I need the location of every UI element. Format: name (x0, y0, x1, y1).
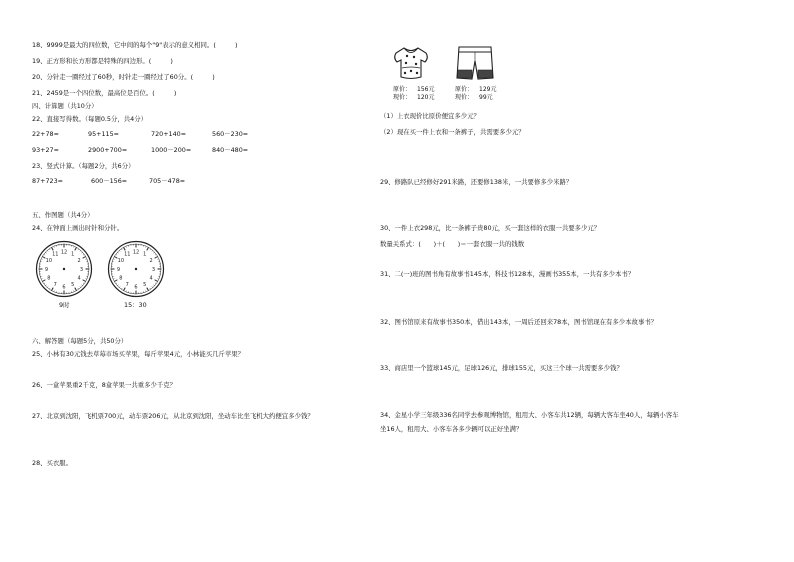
minute-tick (119, 286, 120, 287)
minute-tick (153, 285, 154, 286)
clock-1-label: 9时 (59, 301, 70, 309)
calc-item: 840－480= (212, 146, 249, 154)
question-28-part-2: （2）现在买一件上衣和一条裤子，共需要多少元？ (380, 128, 525, 136)
calc-item: 87+723= (32, 177, 64, 185)
hour-tick (114, 280, 117, 282)
calc-item: 720+140= (151, 130, 187, 138)
hour-tick (42, 280, 45, 282)
clock-face-2[interactable] (107, 240, 165, 298)
question-18: 18、9999是最大的四位数，它中间的每个"9"表示的意义相同。( ) (32, 41, 238, 49)
clock-numeral: 12 (132, 249, 140, 256)
clock-2-label: 15：30 (124, 301, 147, 309)
minute-tick (146, 290, 147, 291)
clock-numeral: 10 (45, 258, 53, 265)
section-4-title: 四、计算题（共10分） (32, 102, 98, 110)
minute-tick (47, 250, 48, 251)
minute-tick (49, 249, 50, 250)
hour-tick (147, 247, 149, 250)
minute-tick (117, 285, 118, 286)
clock-numeral: 9 (116, 266, 121, 273)
question-34-line-2: 坐16人，租用大、小客车各多少辆可以正好坐满？ (380, 425, 523, 433)
minute-tick (113, 259, 114, 260)
section-5-title: 五、作图题（共4分） (32, 211, 94, 219)
minute-tick (45, 285, 46, 286)
hour-tick (83, 257, 86, 259)
question-34-line-1: 34、金星小学三年级336名同学去参观博物馆，租用大、小客车共12辆，每辆大客车坐40人，每辆小客车 (380, 411, 679, 419)
minute-tick (81, 285, 82, 286)
clock-numeral: 2 (77, 258, 81, 265)
question-28-part-1: （1）上衣现价比原价便宜多少元？ (380, 112, 480, 120)
minute-tick (44, 283, 45, 284)
minute-tick (113, 279, 114, 280)
calc-item: 1000－200= (151, 146, 192, 154)
question-19: 19、正方形和长方形都是特殊的四边形。( ) (32, 57, 173, 65)
minute-tick (45, 252, 46, 253)
minute-tick (126, 290, 127, 291)
question-27: 27、北京到沈阳，飞机票700元，动车票206元，从北京到沈阳，坐动车比坐飞机大约便宜多少钱？ (32, 412, 314, 420)
minute-tick (150, 249, 151, 250)
shorts-current-price: 现价： 99元 (455, 94, 493, 101)
minute-tick (80, 250, 81, 251)
minute-tick (157, 259, 158, 260)
minute-tick (155, 283, 156, 284)
clock-numeral: 8 (119, 275, 123, 282)
minute-tick (152, 286, 153, 287)
minute-tick (78, 288, 79, 289)
calc-item: 600－156= (91, 177, 128, 185)
calc-item: 93+27= (32, 146, 59, 154)
question-30: 30、一件上衣298元，比一条裤子贵80元，买一套这样的衣服一共要多少元？ (380, 224, 601, 232)
clock-numeral: 5 (143, 281, 147, 288)
minute-tick (44, 254, 45, 255)
question-21: 21、2459是一个四位数，最高位是百位。( ) (32, 89, 177, 97)
minute-tick (121, 249, 122, 250)
shorts-icon (455, 44, 495, 82)
calc-item: 705－478= (149, 177, 186, 185)
question-28: 28、买衣服。 (32, 459, 73, 467)
clock-numeral: 8 (47, 275, 51, 282)
calc-item: 95+115= (88, 130, 120, 138)
minute-tick (126, 246, 127, 247)
question-33: 33、商店里一个篮球145元，足球126元，排球155元，买这三个球一共需要多少钱？ (380, 364, 623, 372)
hour-tick (52, 288, 54, 291)
clock-numeral: 2 (149, 258, 153, 265)
hour-tick (75, 247, 77, 250)
minute-tick (54, 290, 55, 291)
question-32: 32、图书馆原来有故事书350本，借出143本，一周后还回来78本，图书馆现在有多少本故事书？ (380, 318, 658, 326)
minute-tick (153, 252, 154, 253)
clock-numeral: 3 (151, 266, 156, 273)
minute-tick (78, 249, 79, 250)
clock-numeral: 9 (44, 266, 49, 273)
clock-numeral: 11 (124, 251, 131, 258)
question-30-formula: 数量关系式：( )＋( )＝一套衣服一共的钱数 (380, 240, 525, 248)
clock-numeral: 4 (77, 275, 81, 282)
minute-tick (41, 279, 42, 280)
shorts-original-price: 原价： 129元 (455, 86, 497, 93)
shirt-current-price: 现价： 120元 (393, 94, 435, 101)
hour-tick (155, 280, 158, 282)
minute-tick (157, 279, 158, 280)
clock-numeral: 10 (117, 258, 125, 265)
minute-tick (116, 283, 117, 284)
minute-tick (47, 286, 48, 287)
minute-tick (81, 252, 82, 253)
question-29: 29、修路队已经修好291米路，还要修138米，一共要修多少米路？ (380, 178, 573, 186)
calc-item: 2900+700= (88, 146, 128, 154)
clock-numeral: 11 (52, 251, 59, 258)
shirt-icon (392, 44, 430, 82)
section-6-title: 六、解答题（每题5分，共50分） (32, 337, 128, 345)
question-31: 31、二(一)班的图书角有故事书145本，科技书128本，漫画书355本，一共有多少本书？ (380, 270, 635, 278)
minute-tick (150, 288, 151, 289)
minute-tick (152, 250, 153, 251)
minute-tick (119, 250, 120, 251)
question-23: 23、竖式计算。（每题2分，共6分） (32, 162, 135, 170)
calc-item: 22+78= (32, 130, 59, 138)
clock-numeral: 6 (62, 284, 66, 291)
hour-tick (155, 257, 158, 259)
clock-numeral: 12 (60, 249, 68, 256)
minute-tick (80, 286, 81, 287)
clock-numeral: 4 (149, 275, 153, 282)
question-25: 25、小林有30元钱去草莓市场买苹果，每斤苹果4元，小林能买几斤苹果？ (32, 350, 245, 358)
hour-tick (83, 280, 86, 282)
shirt-original-price: 原价： 156元 (393, 86, 435, 93)
clock-face-1[interactable] (35, 240, 93, 298)
question-22: 22、直接写得数。（每题0.5分，共4分） (32, 115, 148, 123)
question-24: 24、在钟面上画出时针和分针。 (32, 224, 124, 232)
minute-tick (54, 246, 55, 247)
minute-tick (85, 259, 86, 260)
clock-numeral: 7 (125, 281, 129, 288)
hour-tick (75, 288, 77, 291)
minute-tick (41, 259, 42, 260)
minute-tick (83, 254, 84, 255)
question-26: 26、一盒苹果重2千克，8盒苹果一共重多少千克？ (32, 381, 177, 389)
minute-tick (116, 254, 117, 255)
minute-tick (155, 254, 156, 255)
hour-tick (124, 247, 126, 250)
clock-numeral: 1 (143, 251, 147, 258)
calc-item: 560－230= (212, 130, 249, 138)
clock-numeral: 7 (53, 281, 57, 288)
clock-numeral: 6 (134, 284, 138, 291)
minute-tick (83, 283, 84, 284)
minute-tick (146, 246, 147, 247)
minute-tick (85, 279, 86, 280)
minute-tick (74, 290, 75, 291)
clock-numeral: 1 (71, 251, 75, 258)
minute-tick (121, 288, 122, 289)
minute-tick (49, 288, 50, 289)
hour-tick (147, 288, 149, 291)
clock-numeral: 3 (79, 266, 84, 273)
minute-tick (117, 252, 118, 253)
hour-tick (124, 288, 126, 291)
clock-numeral: 5 (71, 281, 75, 288)
question-20: 20、分针走一圈经过了60秒，时针走一圈经过了60分。( ) (32, 73, 215, 81)
minute-tick (74, 246, 75, 247)
hour-tick (52, 247, 54, 250)
